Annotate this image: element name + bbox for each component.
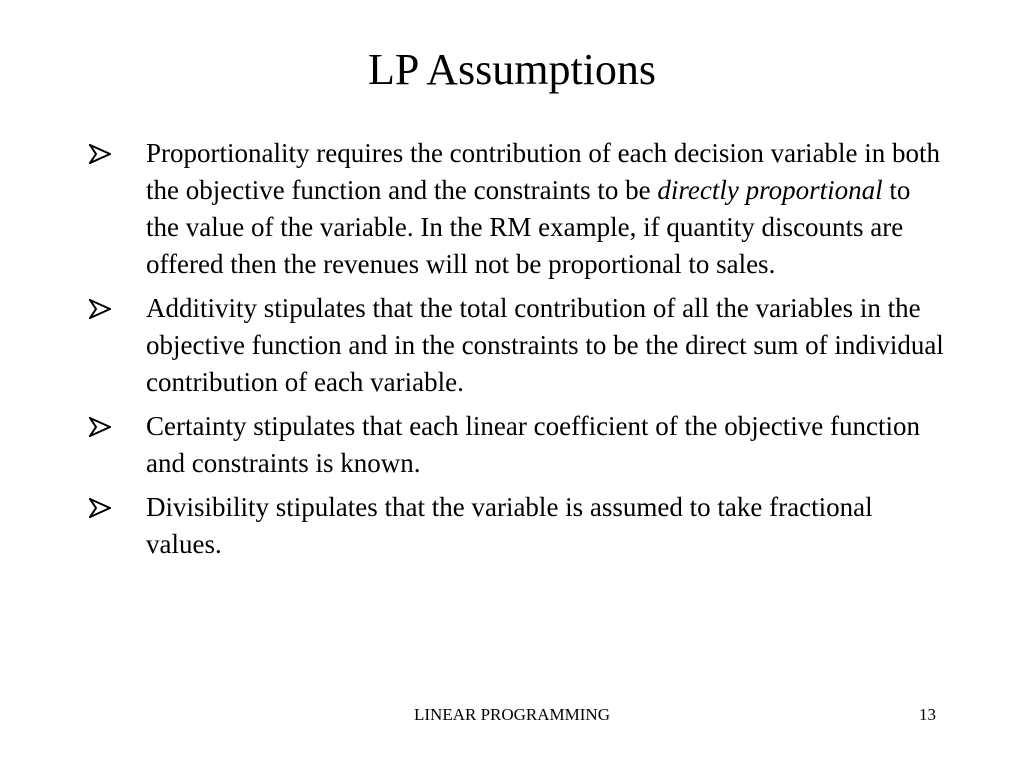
bullet-text: Proportionality requires the contribution of each decision variable in both the objective function and the constraints to be directly proportional to the value of the variable. In the RM example, if quantity discounts are offered then the revenues will not be proportional to sales. bbox=[146, 138, 941, 279]
page-number: 13 bbox=[919, 705, 936, 724]
bullet-text: Additivity stipulates that the total contribution of all the variables in the objective function and in the constraints to be the direct sum of individual contribution of each variable. bbox=[146, 293, 944, 397]
footer-title: LINEAR PROGRAMMING bbox=[414, 705, 610, 724]
bullet-item bbox=[87, 489, 947, 563]
bullet-item bbox=[87, 135, 947, 283]
bullet-text: Certainty stipulates that each linear coefficient of the objective function and constraints is known. bbox=[146, 411, 920, 478]
bullet-list bbox=[87, 135, 947, 570]
bullet-item bbox=[87, 290, 947, 401]
bullet-text: Divisibility stipulates that the variable is assumed to take fractional values. bbox=[146, 492, 873, 559]
slide-title: LP Assumptions bbox=[367, 45, 657, 94]
bullet-item bbox=[87, 408, 947, 482]
emphasis-text: directly proportional bbox=[657, 175, 883, 205]
